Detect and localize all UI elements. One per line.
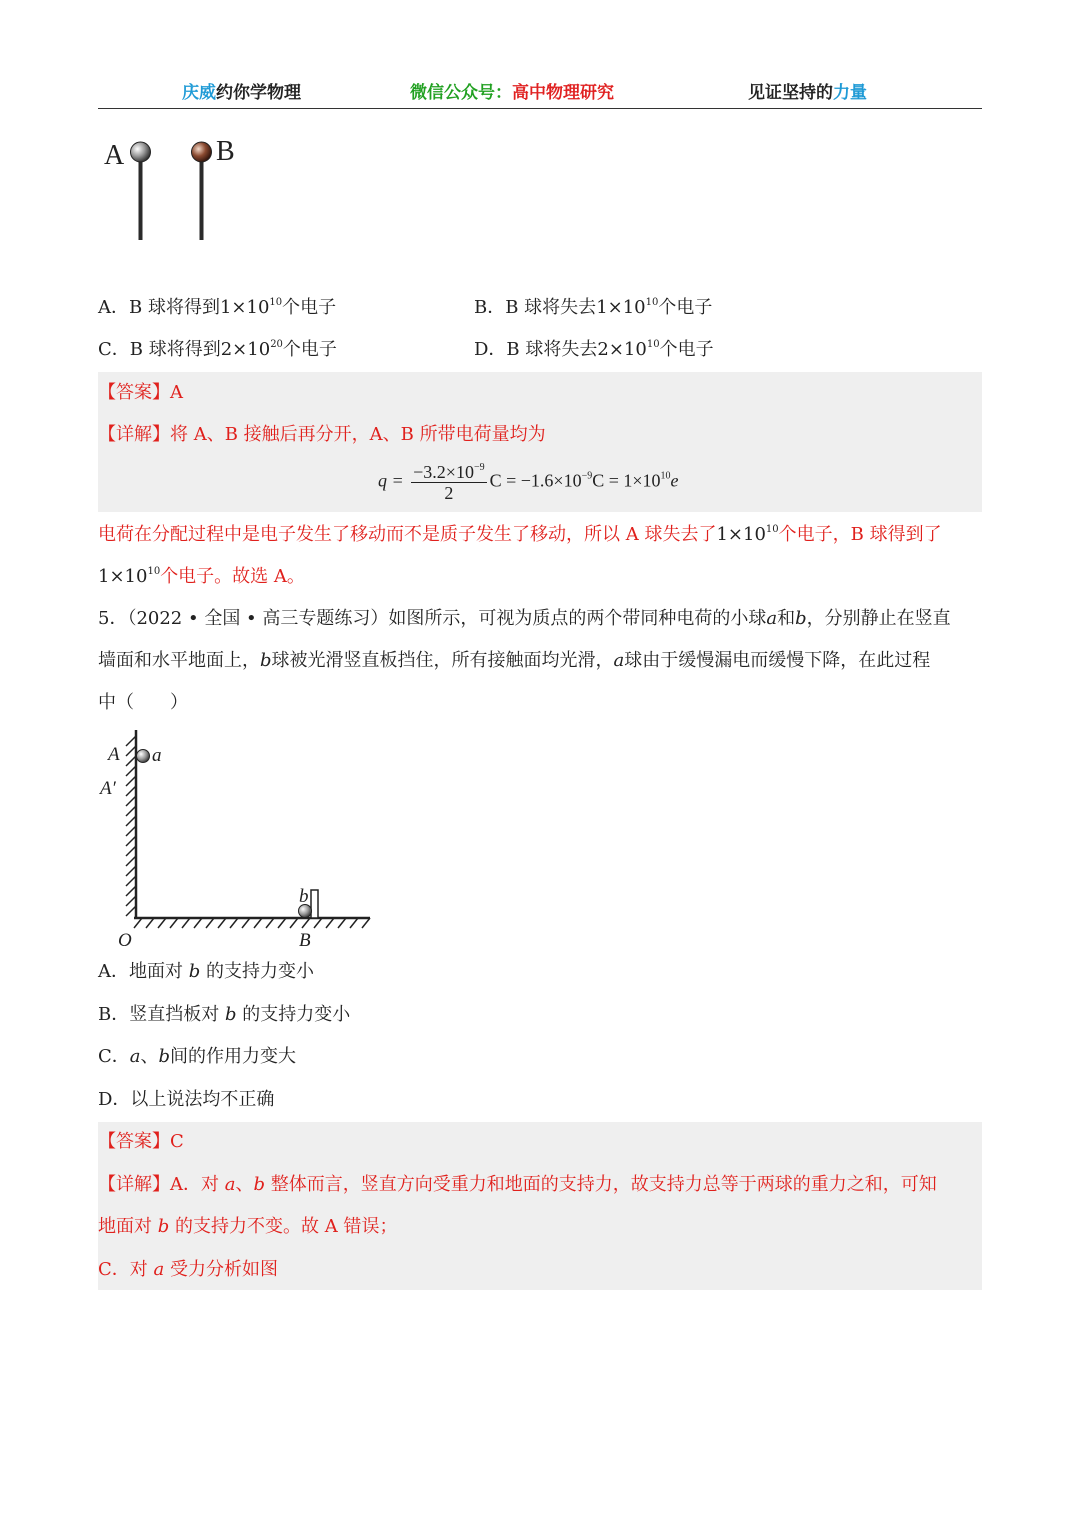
q5-answer: 【答案】C xyxy=(98,1131,184,1152)
vertical-plate xyxy=(311,890,318,918)
label-b: B xyxy=(216,136,235,167)
q5-detail-line2: 地面对 b 的支持力不变。故 A 错误； xyxy=(98,1216,398,1237)
header-right: 见证坚持的力量 xyxy=(748,83,867,103)
q5-option-a[interactable]: A．地面对 b 的支持力变小 xyxy=(98,961,314,982)
label-B: B xyxy=(299,930,311,951)
q4-option-b[interactable]: B．B 球将失去$1\times 10^{10}$个电子 xyxy=(474,297,713,318)
q4-explain-line1: 电荷在分配过程中是电子发生了移动而不是质子发生了移动，所以 A 球失去了$1\times 10^{10}$个电子，B 球得到了 xyxy=(98,524,942,545)
q5-detail-line3: C．对 a 受力分析如图 xyxy=(98,1259,278,1280)
q4-equation: q = $\frac{-3.2\times 10^{-9}}{2}$ $C = -1.6\times 10^{-9}C = 1\times 10^{10}e$ xyxy=(378,462,679,503)
q4-option-d[interactable]: D．B 球将失去$2\times 10^{10}$个电子 xyxy=(474,339,714,360)
q5-detail-line1: 【详解】A．对 a、b 整体而言，竖直方向受重力和地面的支持力，故支持力总等于两球的重力之和，可知 xyxy=(98,1174,937,1195)
label-a: A xyxy=(104,140,125,171)
header-left: 庆威约你学物理 xyxy=(182,83,301,103)
q5-stem-line1: 5．（2022 • 全国 • 高三专题练习）如图所示，可视为质点的两个带同种电荷的小球a和b，分别静止在竖直 xyxy=(98,608,951,629)
q4-answer: 【答案】A xyxy=(98,382,183,403)
floor-hatch xyxy=(134,918,370,928)
q5-option-d[interactable]: D．以上说法均不正确 xyxy=(98,1089,275,1110)
q4-option-a[interactable]: A．B 球将得到$1\times 10^{10}$个电子 xyxy=(98,297,337,318)
q4-detail: 【详解】将 A、B 接触后再分开，A、B 所带电荷量均为 xyxy=(98,424,546,445)
label-A: A xyxy=(108,744,120,765)
label-A-prime: A′ xyxy=(100,778,116,799)
ball-a xyxy=(131,142,151,162)
wall-hatch xyxy=(126,736,136,916)
q5-option-c[interactable]: C．a、b间的作用力变大 xyxy=(98,1046,297,1067)
equation-fraction: $\frac{-3.2\times 10^{-9}}{2}$ xyxy=(413,462,485,503)
stand-a xyxy=(139,156,143,240)
ball-a-small xyxy=(137,750,150,763)
figure-two-balls xyxy=(100,132,260,248)
label-a-ball: a xyxy=(152,745,162,766)
q4-explain-line2: $1\times 10^{10}$个电子。故选 A。 xyxy=(98,566,305,587)
ball-b xyxy=(192,142,212,162)
q4-option-c[interactable]: C．B 球将得到$2\times 10^{20}$个电子 xyxy=(98,339,337,360)
q5-stem-line2: 墙面和水平地面上，b球被光滑竖直板挡住，所有接触面均光滑，a球由于缓慢漏电而缓慢下降，在此过程 xyxy=(98,650,931,671)
figure-wall-floor xyxy=(98,728,378,954)
q5-stem-line3: 中（ ） xyxy=(98,692,188,713)
label-O: O xyxy=(118,930,132,951)
label-b-ball: b xyxy=(299,886,309,907)
q5-option-b[interactable]: B．竖直挡板对 b 的支持力变小 xyxy=(98,1004,351,1025)
header-middle: 微信公众号：高中物理研究 xyxy=(410,83,614,103)
stand-b xyxy=(200,156,204,240)
page-header xyxy=(98,76,982,109)
